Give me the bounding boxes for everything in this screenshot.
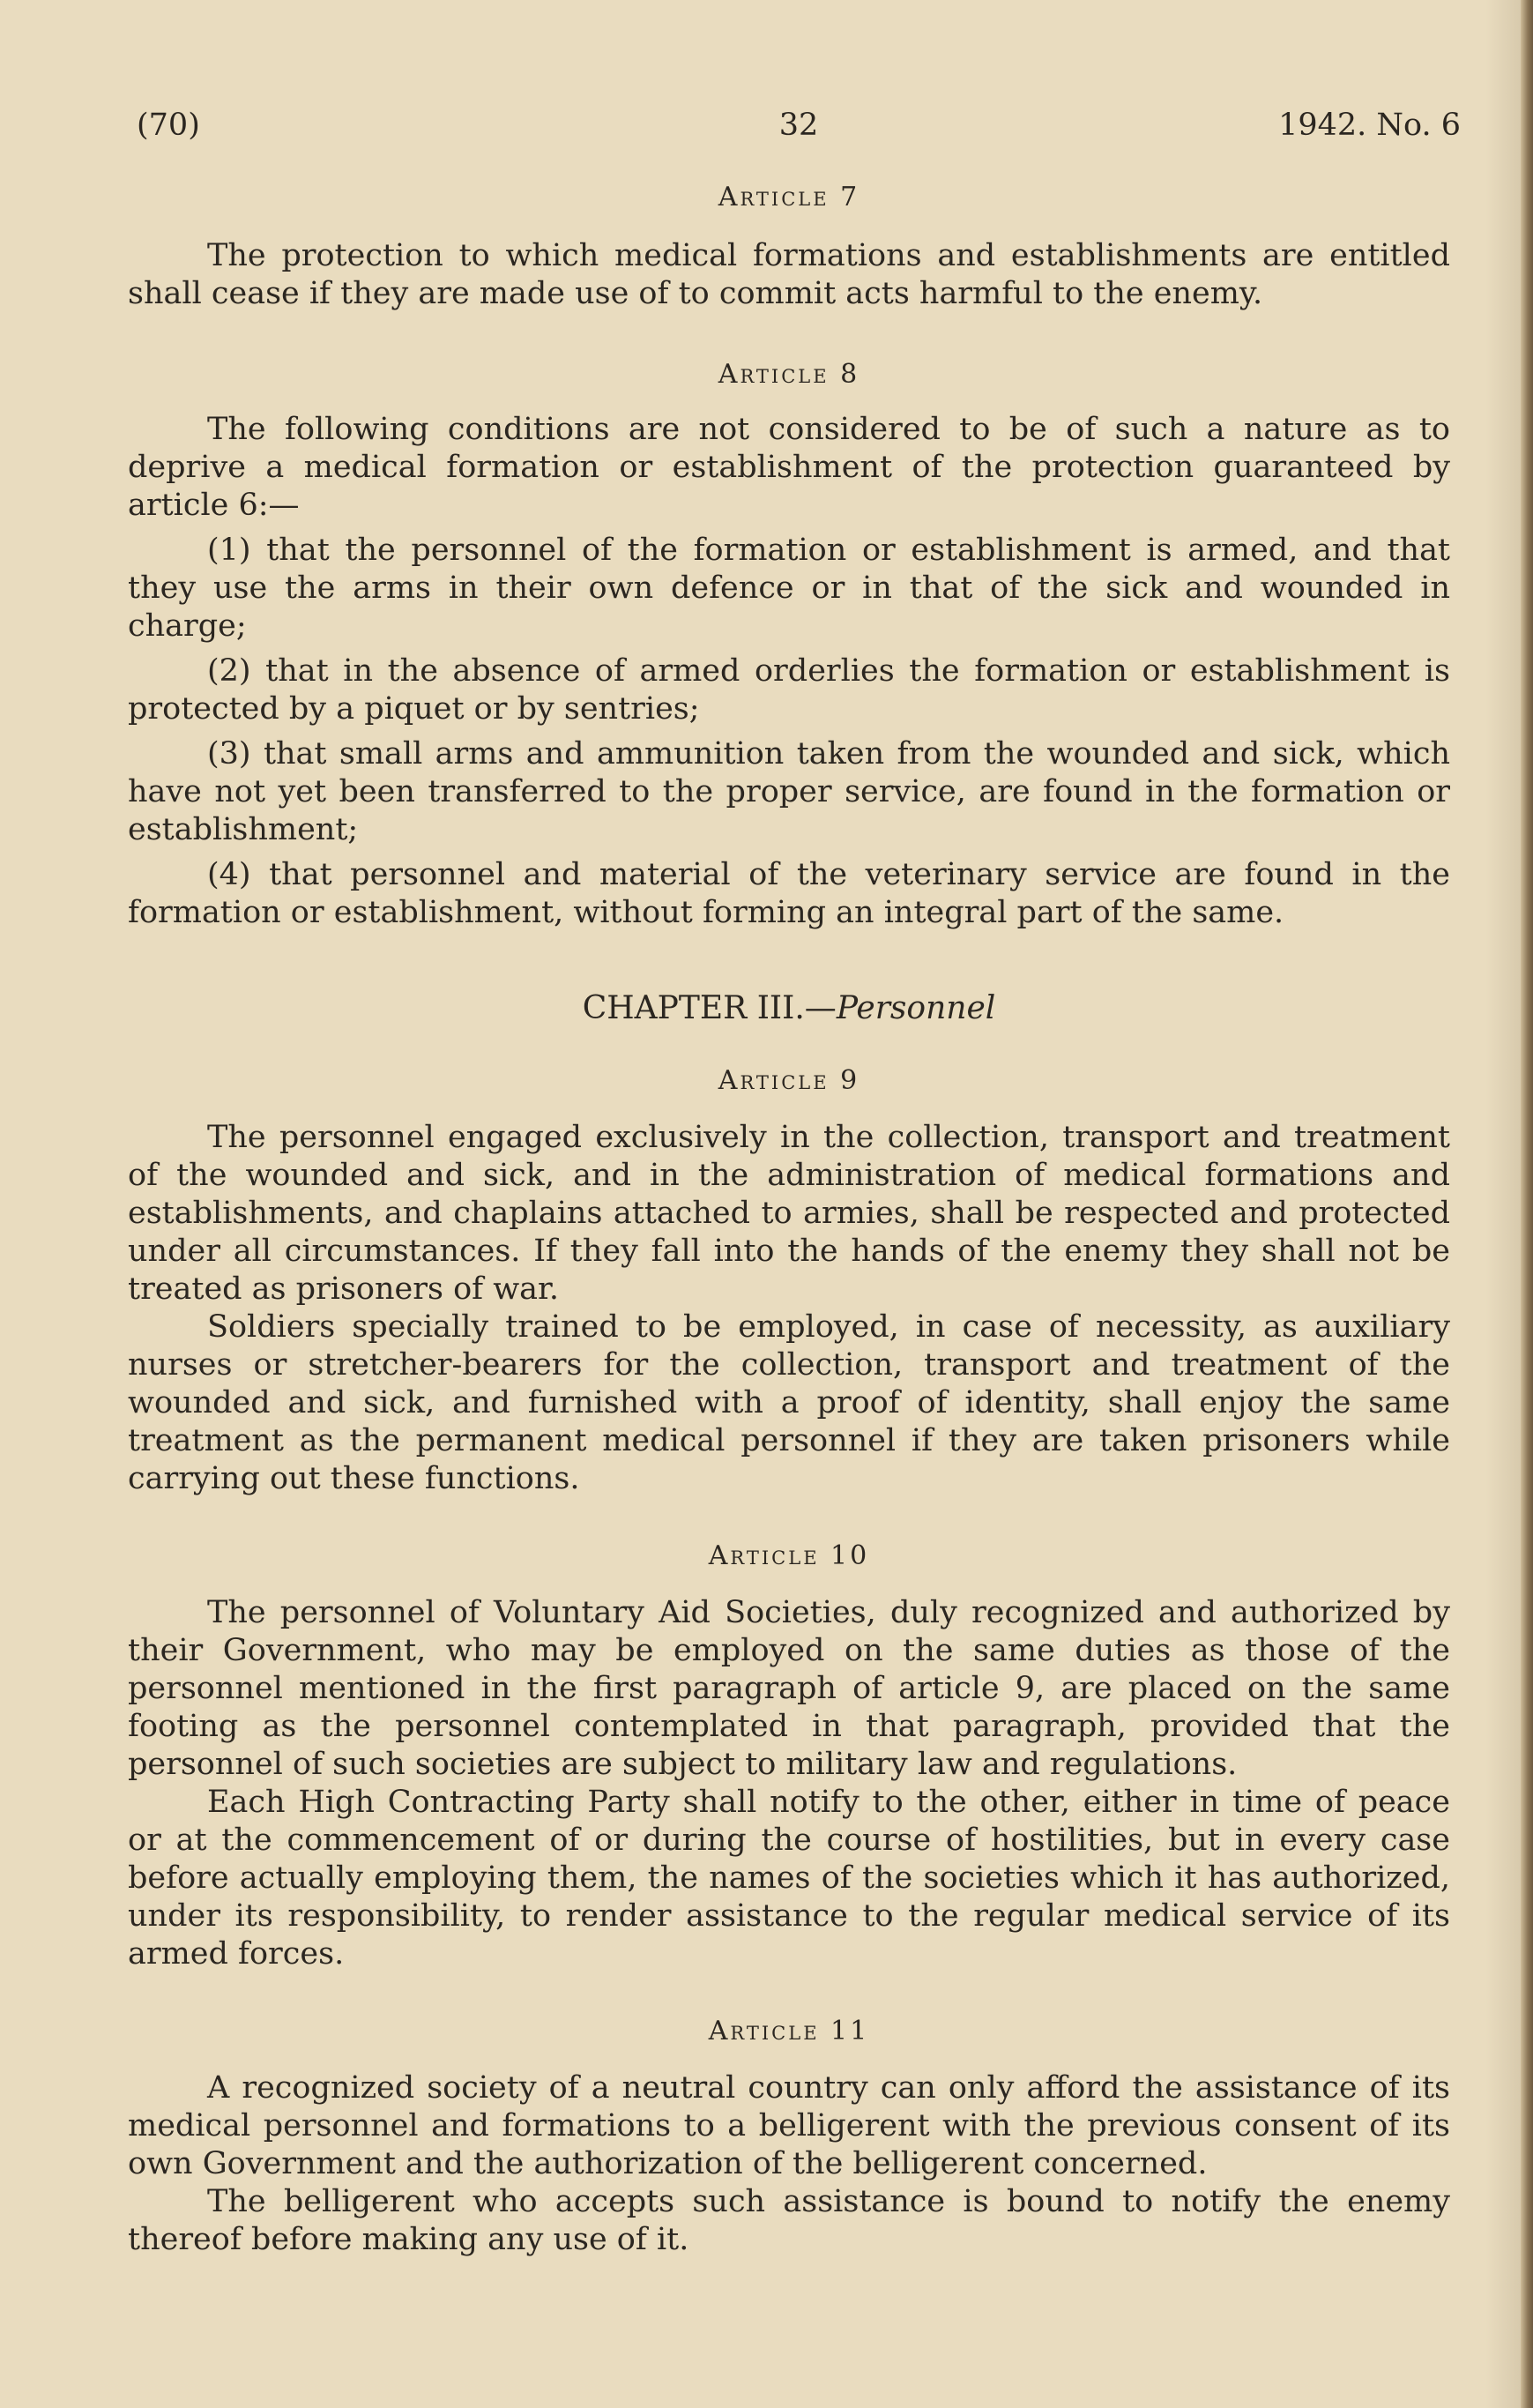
page-binding-edge <box>1521 0 1533 2408</box>
article-7-heading: Article 7 <box>718 182 860 212</box>
page-gutter-shade <box>1485 0 1521 2408</box>
article-10-paragraph-2: Each High Contracting Party shall notify to the other, either in time of peace or at the commencement of or during the course of hostilities, but in every case before actually employing them, the names of the societies which it has authorized, under its responsibility, to render assistance to the regular medical service of its armed forces. <box>128 1785 1450 1972</box>
article-11-paragraph-1: A recognized society of a neutral country can only afford the assistance of its medical personnel and formations to a belligerent with the previous consent of its own Government and the authorization of the belligerent concerned. <box>128 2070 1450 2181</box>
page-number: 32 <box>778 108 819 143</box>
article-8-item-4: (4) that personnel and material of the veterinary service are found in the formation or establishment, without forming an integral part of the same. <box>128 857 1450 930</box>
article-8-item-1: (1) that the personnel of the formation or establishment is armed, and that they use the arms in their own defence or in that of the sick and wounded in charge; <box>128 533 1450 644</box>
page-header-left: (70) <box>137 108 200 143</box>
article-9-heading: Article 9 <box>718 1065 860 1096</box>
article-11-heading: Article 11 <box>708 2016 870 2046</box>
article-8-item-3: (3) that small arms and ammunition taken from the wounded and sick, which have not yet been transferred to the proper service, are found in the formation or establishment; <box>128 736 1450 847</box>
article-9-paragraph-2: Soldiers specially trained to be employed, in case of necessity, as auxiliary nurses or stretcher-bearers for the collection, transport and treatment of the wounded and sick, and furnished with a proof of identity, shall enjoy the same treatment as the permanent medical personnel if they are taken prisoners while carrying out these functions. <box>128 1309 1450 1496</box>
article-9-paragraph-1: The personnel engaged exclusively in the collection, transport and treatment of the wounded and sick, and in the administration of medical formations and establishments, and chaplains attached to armies, shall be respected and protected under all circumstances. If they fall into the hands of the enemy they shall not be treated as prisoners of war. <box>128 1120 1450 1307</box>
article-8-item-2: (2) that in the absence of armed orderlies the formation or establishment is protected by a piquet or by sentries; <box>128 653 1450 727</box>
article-10-paragraph-1: The personnel of Voluntary Aid Societies, duly recognized and authorized by their Government, who may be employed on the same duties as those of the personnel mentioned in the first paragraph of article 9, are placed on the same footing as the personnel contemplated in that paragraph, provided that the personnel of such societies are subject to military law and regulations. <box>128 1595 1450 1782</box>
article-8-paragraph-1: The following conditions are not considered to be of such a nature as to deprive a medical formation or establishment of the protection guaranteed by article 6:— <box>128 412 1450 523</box>
chapter-3-number: CHAPTER III.— <box>582 990 837 1026</box>
article-8-heading: Article 8 <box>718 359 860 390</box>
chapter-3-title <box>128 990 1450 1026</box>
document-body <box>128 176 1450 2259</box>
article-7-paragraph-1: The protection to which medical formations and establishments are entitled shall cease if they are made use of to commit acts harmful to the enemy. <box>128 238 1450 311</box>
article-10-heading: Article 10 <box>708 1540 870 1571</box>
article-11-paragraph-2: The belligerent who accepts such assistance is bound to notify the enemy thereof before making any use of it. <box>128 2184 1450 2257</box>
chapter-3-subtitle: Personnel <box>836 990 996 1026</box>
page-header-right: 1942. No. 6 <box>1278 108 1461 143</box>
page-header <box>137 108 1461 152</box>
